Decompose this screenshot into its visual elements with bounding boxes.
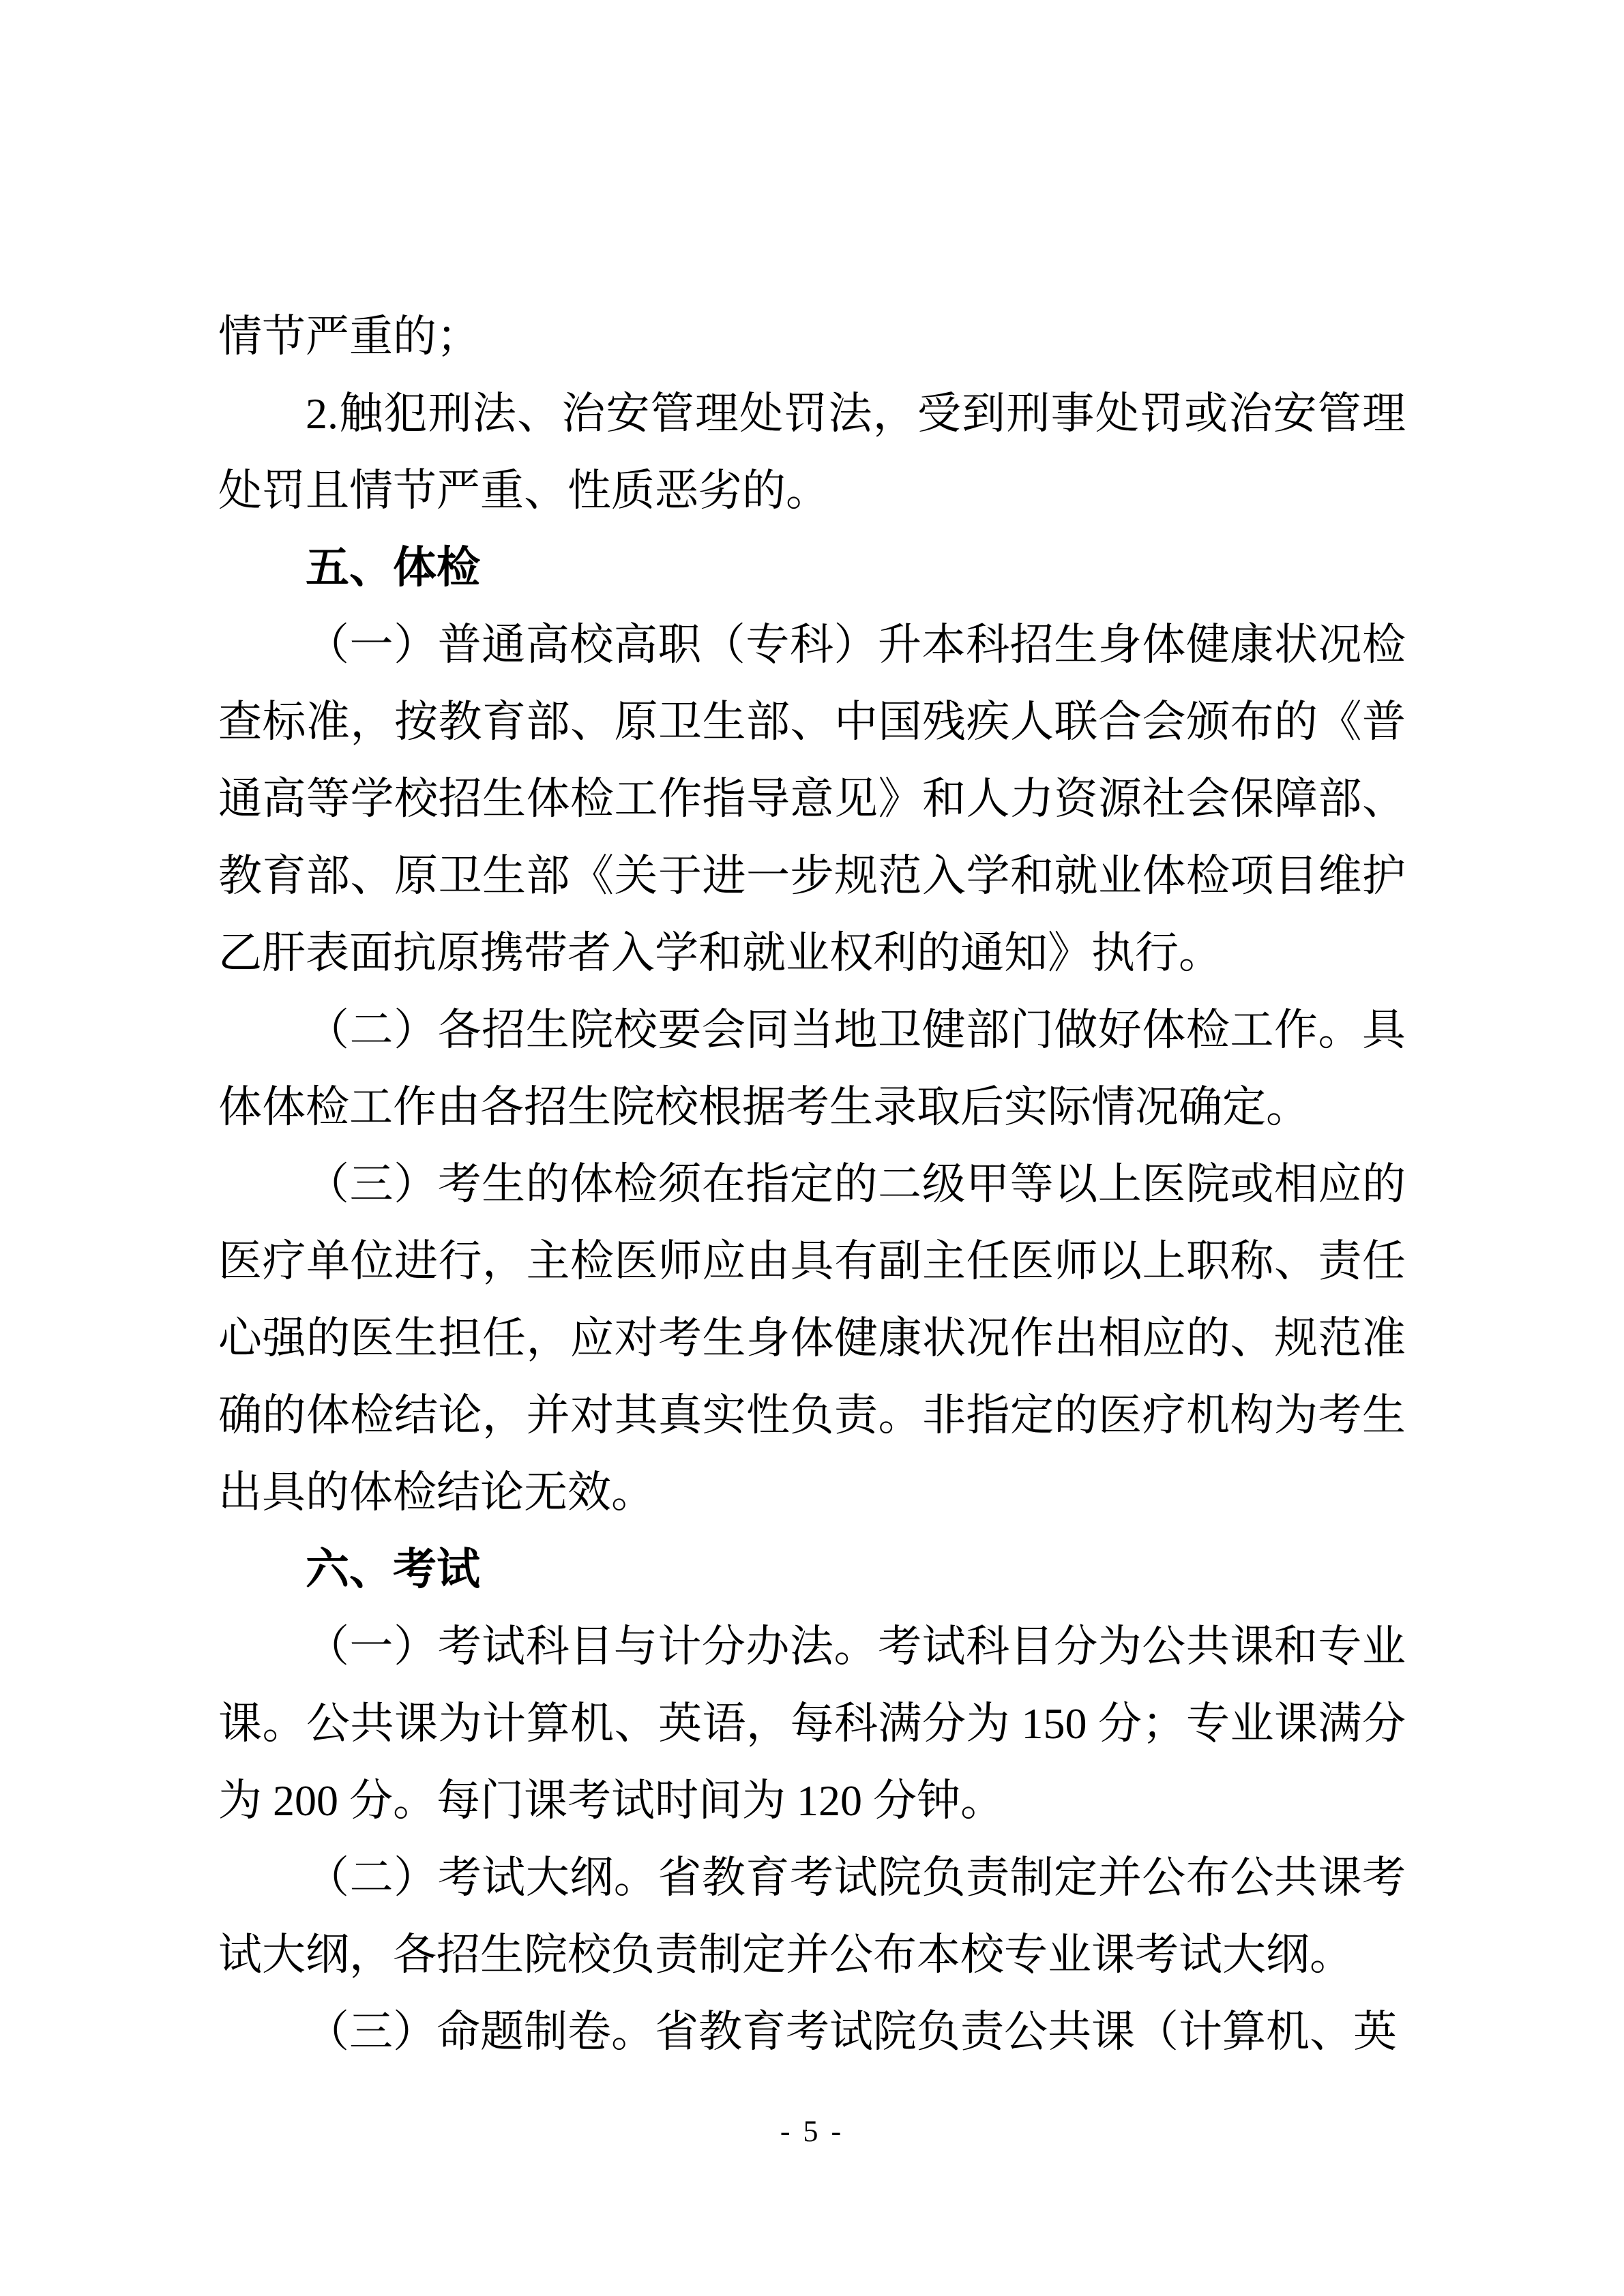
paragraph-exam-subjects: （一）考试科目与计分办法。考试科目分为公共课和专业课。公共课为计算机、英语，每科满分为 150 分；专业课满分为 200 分。每门课考试时间为 120 分钟。 (218, 1622, 1406, 1825)
paragraph-exam-organization: （二）各招生院校要会同当地卫健部门做好体检工作。具体体检工作由各招生院校根据考生录取后实际情况确定。 (218, 1006, 1406, 1131)
paragraph-exam-standard: （一）普通高校高职（专科）升本科招生身体健康状况检查标准，按教育部、原卫生部、中国残疾人联合会颁布的《普通高等学校招生体检工作指导意见》和人力资源社会保障部、教育部、原卫生部《关于进一步规范入学和就业体检项目维护乙肝表面抗原携带者入学和就业权利的通知》执行。 (218, 621, 1406, 977)
paragraph-continuation: 情节严重的； (218, 312, 480, 361)
document-body (218, 298, 1406, 2070)
paragraph-exam-outline: （二）考试大纲。省教育考试院负责制定并公布公共课考试大纲，各招生院校负责制定并公布本校专业课考试大纲。 (218, 1853, 1406, 1979)
section-heading-6-examination: 六、考试 (306, 1545, 480, 1594)
paragraph-exam-hospital: （三）考生的体检须在指定的二级甲等以上医院或相应的医疗单位进行，主检医师应由具有副主任医师以上职称、责任心强的医生担任，应对考生身体健康状况作出相应的、规范准确的体检结论，并对其真实性负责。非指定的医疗机构为考生出具的体检结论无效。 (218, 1160, 1406, 1517)
section-heading-5-physical-exam: 五、体检 (306, 543, 480, 592)
paragraph-item-2: 2.触犯刑法、治安管理处罚法，受到刑事处罚或治安管理处罚且情节严重、性质恶劣的。 (218, 389, 1406, 515)
page-number: - 5 - (780, 2115, 844, 2148)
paragraph-exam-papers: （三）命题制卷。省教育考试院负责公共课（计算机、英 (306, 2008, 1397, 2056)
